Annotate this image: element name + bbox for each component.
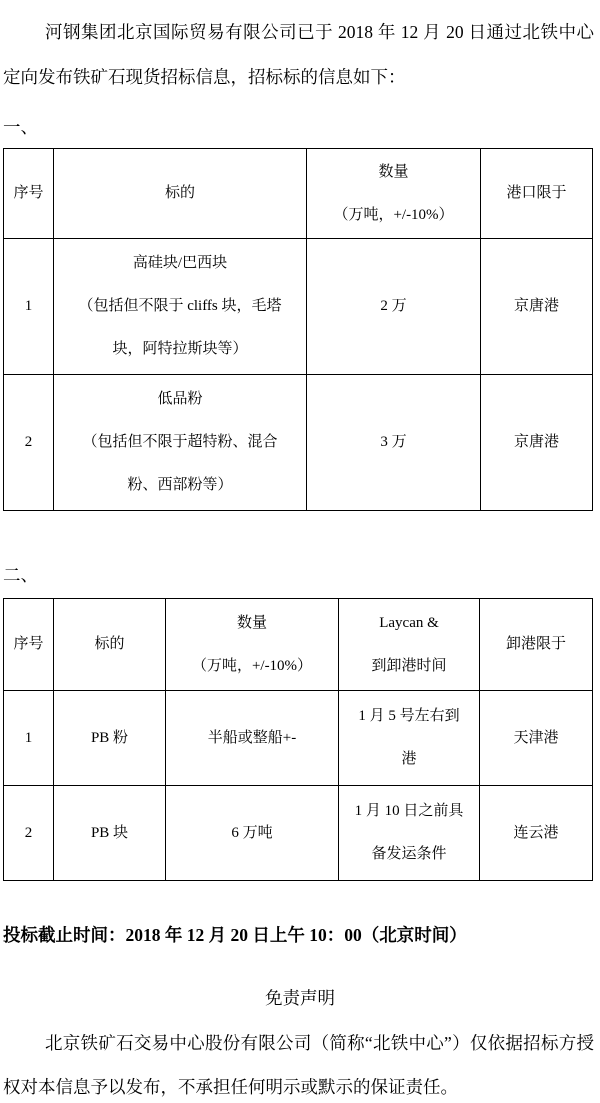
cell-serial: 1	[4, 239, 54, 375]
cell-serial: 2	[4, 375, 54, 511]
table1-row-2	[4, 375, 593, 511]
intro-paragraph: 河钢集团北京国际贸易有限公司已于 2018 年 12 月 20 日通过北铁中心定向发布铁矿石现货招标信息，招标标的信息如下：	[3, 22, 594, 87]
cell-quantity: 2 万	[307, 239, 481, 375]
deadline-text: 投标截止时间：2018 年 12 月 20 日上午 10：00（北京时间）	[3, 925, 467, 945]
table2-row-1	[4, 691, 593, 786]
cell-subject: PB 粉	[54, 691, 166, 786]
table1-header-port: 港口限于	[481, 149, 593, 239]
disclaimer-paragraph: 北京铁矿石交易中心股份有限公司（简称“北铁中心”）仅依据招标方授权对本信息予以发布，不承担任何明示或默示的保证责任。	[3, 1033, 594, 1097]
cell-quantity: 半船或整船+-	[166, 691, 339, 786]
section-one-label: 一、	[3, 117, 38, 137]
cell-serial: 1	[4, 691, 54, 786]
table1-header-subject: 标的	[54, 149, 307, 239]
cell-port: 京唐港	[481, 375, 593, 511]
table2-header-laycan: Laycan & 到卸港时间	[339, 599, 480, 691]
table2-header-quantity: 数量 （万吨，+/-10%）	[166, 599, 339, 691]
table2-header-port: 卸港限于	[480, 599, 593, 691]
cell-port: 天津港	[480, 691, 593, 786]
cell-subject: 高硅块/巴西块 （包括但不限于 cliffs 块，毛塔 块，阿特拉斯块等）	[54, 239, 307, 375]
disclaimer-title: 免责声明	[265, 988, 335, 1008]
cell-laycan: 1 月 5 号左右到 港	[339, 691, 480, 786]
document-page	[0, 10, 600, 1103]
table2-header-subject: 标的	[54, 599, 166, 691]
table2-header-serial: 序号	[4, 599, 54, 691]
cell-subject: 低品粉 （包括但不限于超特粉、混合 粉、西部粉等）	[54, 375, 307, 511]
cell-serial: 2	[4, 786, 54, 881]
table1-header-quantity: 数量 （万吨，+/-10%）	[307, 149, 481, 239]
section-two-label: 二、	[3, 565, 38, 585]
table1-row-1	[4, 239, 593, 375]
cell-laycan: 1 月 10 日之前具 备发运条件	[339, 786, 480, 881]
table2-row-2	[4, 786, 593, 881]
cell-subject: PB 块	[54, 786, 166, 881]
tender-table-1	[3, 148, 593, 511]
tender-table-2	[3, 598, 593, 881]
table1-header-row	[4, 149, 593, 239]
table1-header-serial: 序号	[4, 149, 54, 239]
table2-header-row	[4, 599, 593, 691]
cell-port: 京唐港	[481, 239, 593, 375]
cell-port: 连云港	[480, 786, 593, 881]
cell-quantity: 3 万	[307, 375, 481, 511]
cell-quantity: 6 万吨	[166, 786, 339, 881]
